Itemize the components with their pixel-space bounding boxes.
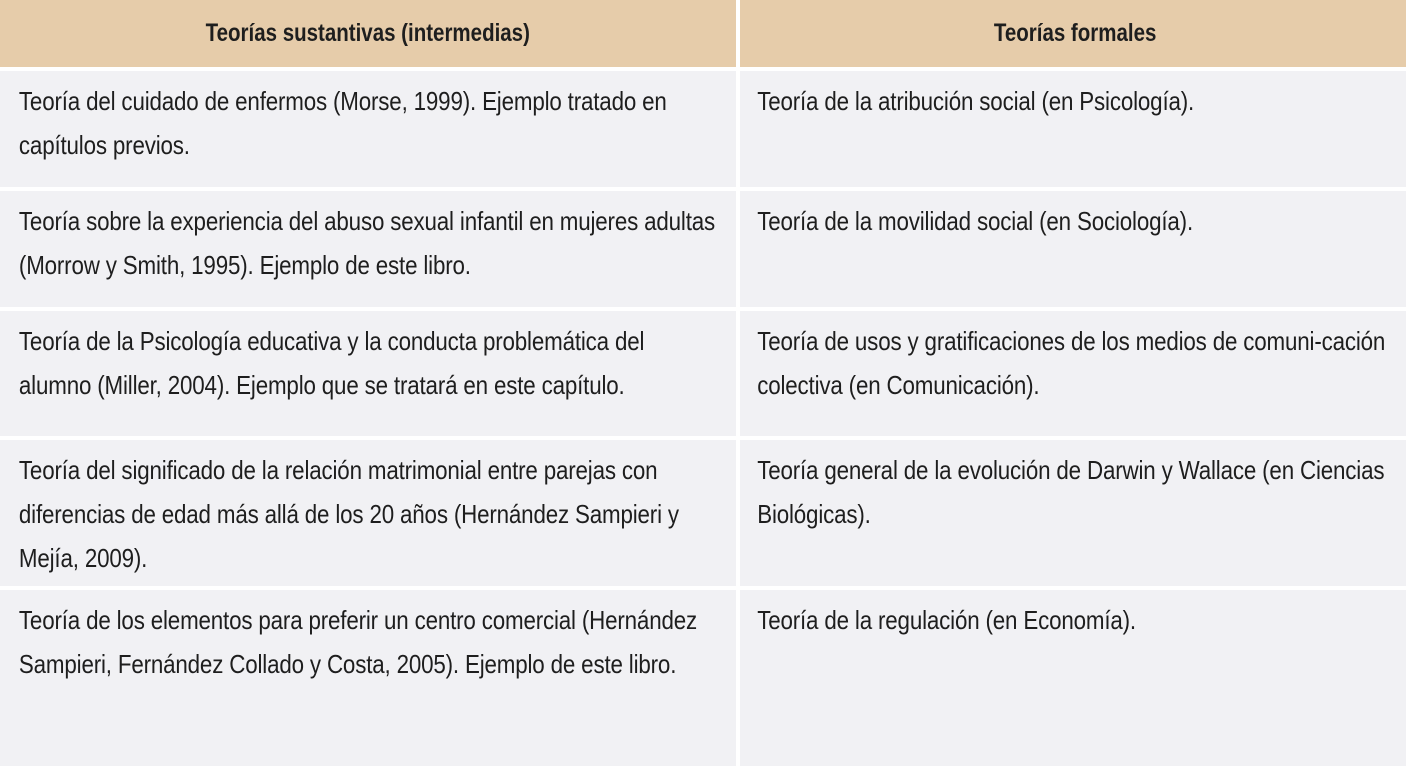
table-cell-substantive-5: [0, 586, 736, 766]
header-label-formal: Teorías formales: [993, 19, 1157, 47]
cell-text: Teoría de usos y gratificaciones de los medios de comuni-cación colectiva (en Comunicación).: [757, 326, 1386, 400]
cell-text: Teoría sobre la experiencia del abuso sexual infantil en mujeres adultas (Morrow y Smith, 1995). Ejemplo de este libro.: [18, 206, 716, 280]
header-cell-substantive: [0, 0, 736, 67]
cell-text: Teoría del significado de la relación matrimonial entre parejas con diferencias de edad más allá de los 20 años (Hernández Sampieri y Mejía, 2009).: [18, 455, 679, 573]
table-cell-formal-5: [740, 586, 1406, 766]
table-cell-substantive-2: [0, 187, 736, 307]
table-cell-formal-4: [740, 436, 1406, 586]
table-cell-substantive-1: [0, 67, 736, 187]
table-cell-formal-1: [740, 67, 1406, 187]
table-cell-substantive-3: [0, 307, 736, 436]
cell-text: Teoría de la movilidad social (en Sociología).: [757, 206, 1194, 236]
cell-text: Teoría general de la evolución de Darwin y Wallace (en Ciencias Biológicas).: [757, 455, 1385, 529]
header-cell-formal: [740, 0, 1406, 67]
cell-text: Teoría de la atribución social (en Psicología).: [757, 86, 1195, 116]
cell-text: Teoría de la Psicología educativa y la conducta problemática del alumno (Miller, 2004). Ejemplo que se tratará en este capítulo.: [18, 326, 645, 400]
header-label-substantive: Teorías sustantivas (intermedias): [205, 19, 531, 47]
table-cell-substantive-4: [0, 436, 736, 586]
cell-text: Teoría del cuidado de enfermos (Morse, 1999). Ejemplo tratado en capítulos previos.: [18, 86, 667, 160]
table-cell-formal-3: [740, 307, 1406, 436]
table-cell-formal-2: [740, 187, 1406, 307]
cell-text: Teoría de los elementos para preferir un centro comercial (Hernández Sampieri, Fernández Collado y Costa, 2005). Ejemplo de este libro.: [18, 605, 698, 679]
cell-text: Teoría de la regulación (en Economía).: [757, 605, 1136, 635]
